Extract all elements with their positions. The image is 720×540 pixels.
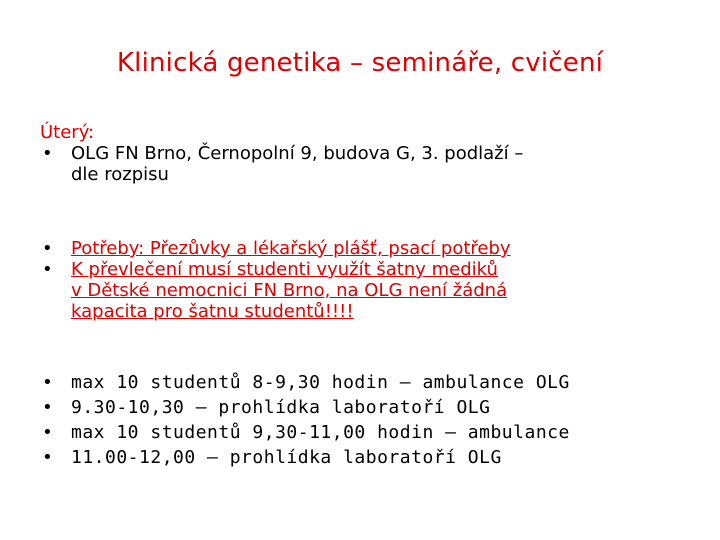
bullet-icon: •: [42, 422, 54, 443]
schedule-text: max 10 studentů 8-9,30 hodin – ambulance OLG: [71, 372, 570, 393]
location-line: dle rozpisu: [71, 164, 169, 185]
slide-title: Klinická genetika – semináře, cvičení: [116, 48, 604, 78]
bullet-icon: •: [42, 143, 53, 164]
day-section: [40, 122, 700, 185]
note-item: [40, 259, 700, 322]
location-line: OLG FN Brno, Černopolní 9, budova G, 3. podlaží –: [71, 143, 524, 164]
note-text: K převlečení musí studenti využít šatny mediků: [71, 259, 498, 280]
bullet-icon: •: [42, 238, 53, 259]
day-heading: Úterý:: [40, 122, 95, 143]
schedule-item: [40, 370, 700, 395]
location-item: [40, 143, 700, 185]
notes-section: [40, 238, 700, 322]
note-item: [40, 238, 700, 259]
note-text: Potřeby: Přezůvky a lékařský plášť, psací potřeby: [71, 238, 511, 259]
bullet-icon: •: [42, 259, 53, 280]
note-text: v Dětské nemocnici FN Brno, na OLG není žádná: [71, 280, 508, 301]
bullet-icon: •: [42, 397, 54, 418]
notes-list: [40, 238, 700, 322]
bullet-icon: •: [42, 372, 54, 393]
schedule-item: [40, 445, 700, 470]
schedule-text: 11.00-12,00 – prohlídka laboratoří OLG: [71, 447, 502, 468]
schedule-section: [40, 370, 700, 470]
schedule-item: [40, 395, 700, 420]
note-text: kapacita pro šatnu studentů!!!!: [71, 301, 354, 322]
schedule-text: max 10 studentů 9,30-11,00 hodin – ambulance: [71, 422, 570, 443]
location-list: [40, 143, 700, 185]
bullet-icon: •: [42, 447, 54, 468]
schedule-item: [40, 420, 700, 445]
schedule-text: 9.30-10,30 – prohlídka laboratoří OLG: [71, 397, 491, 418]
schedule-list: [40, 370, 700, 470]
